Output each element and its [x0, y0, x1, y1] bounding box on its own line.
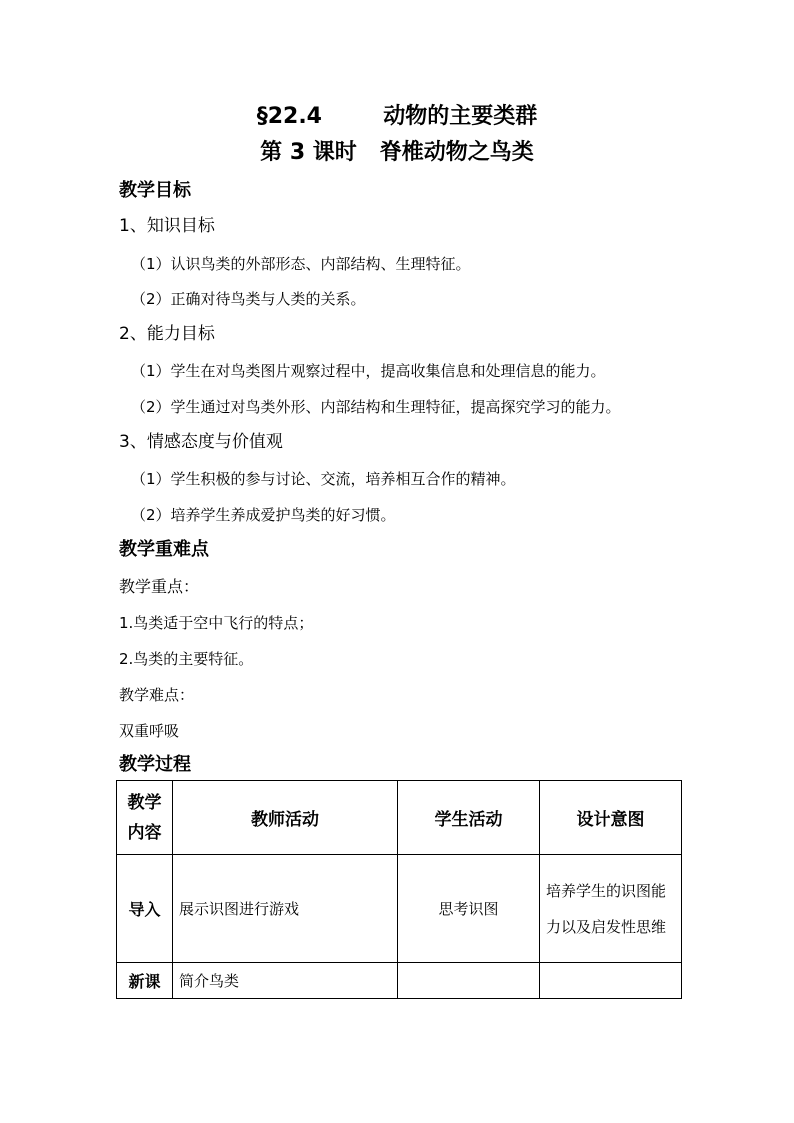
ability-objectives-heading: 2、能力目标: [119, 324, 215, 344]
emotion-objectives-heading: 3、情感态度与价值观: [119, 432, 283, 452]
difficulty-text: 双重呼吸: [119, 722, 180, 740]
teaching-process-table: [116, 780, 682, 999]
ability-objective-item: （2）学生通过对鸟类外形、内部结构和生理特征，提高探究学习的能力。: [131, 398, 621, 416]
focus-heading: 教学重点：: [119, 577, 200, 596]
table-row: [117, 963, 682, 999]
header-content-line: 教学: [127, 792, 162, 813]
ability-objective-item: （1）学生在对鸟类图片观察过程中，提高收集信息和处理信息的能力。: [131, 362, 606, 380]
knowledge-objective-item: （2）正确对待鸟类与人类的关系。: [131, 290, 366, 308]
header-student-activity: 学生活动: [398, 781, 540, 855]
header-content: [117, 781, 173, 855]
process-heading: 教学过程: [119, 754, 191, 775]
row-student-activity: [398, 963, 540, 999]
document-title: [0, 103, 794, 131]
header-design-intent: 设计意图: [540, 781, 682, 855]
row-teacher-activity: 展示识图进行游戏: [173, 855, 398, 963]
row-design-intent: [540, 963, 682, 999]
section-number: §22.4: [256, 104, 322, 129]
emotion-objective-item: （1）学生积极的参与讨论、交流，培养相互合作的精神。: [131, 470, 516, 488]
row-student-activity: 思考识图: [398, 855, 540, 963]
lesson-topic: 脊椎动物之鸟类: [379, 140, 534, 165]
key-points-heading: 教学重难点: [119, 539, 209, 560]
focus-item: 2.鸟类的主要特征。: [119, 650, 254, 668]
knowledge-objectives-heading: 1、知识目标: [119, 216, 215, 236]
emotion-objective-item: （2）培养学生养成爱护鸟类的好习惯。: [131, 506, 396, 524]
table-row: [117, 855, 682, 963]
knowledge-objective-item: （1）认识鸟类的外部形态、内部结构、生理特征。: [131, 255, 471, 273]
document-subtitle: [0, 139, 794, 167]
header-content-line: 内容: [127, 822, 162, 843]
row-content: 新课: [117, 963, 173, 999]
row-content: 导入: [117, 855, 173, 963]
table-header-row: [117, 781, 682, 855]
objectives-heading: 教学目标: [119, 180, 191, 201]
row-design-intent: 培养学生的识图能力以及启发性思维: [540, 855, 682, 963]
row-teacher-activity: 简介鸟类: [173, 963, 398, 999]
chapter-title: 动物的主要类群: [383, 104, 538, 129]
header-teacher-activity: 教师活动: [173, 781, 398, 855]
lesson-number: 第 3 课时: [260, 140, 357, 165]
focus-item: 1.鸟类适于空中飞行的特点；: [119, 614, 314, 632]
difficulty-heading: 教学难点：: [119, 686, 195, 704]
